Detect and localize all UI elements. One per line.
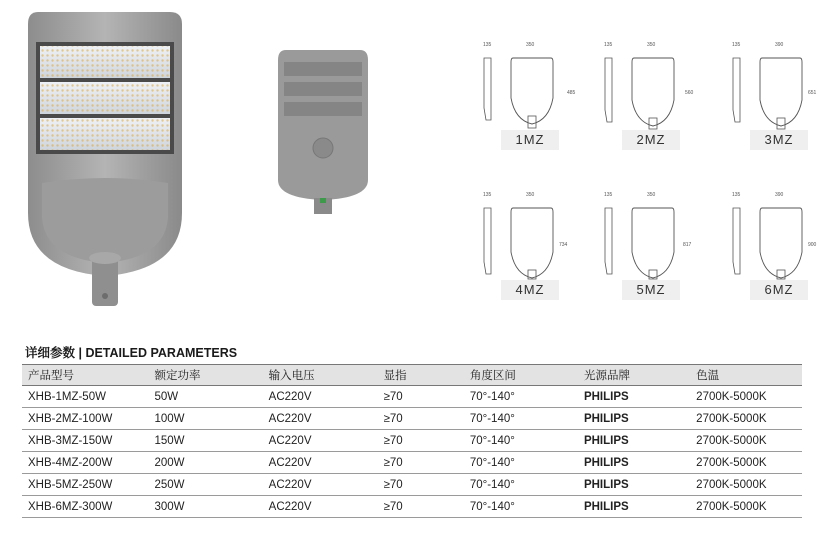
height-label: 560	[685, 90, 694, 96]
model-label: 4MZ	[501, 280, 559, 300]
cell-power: 50W	[148, 386, 262, 408]
model-drawing-4mz	[479, 188, 579, 298]
cell-cri: ≥70	[378, 408, 464, 430]
height-label: 651	[808, 90, 817, 96]
model-drawing-1mz	[479, 38, 579, 148]
cell-brand: PHILIPS	[578, 474, 690, 496]
cell-model: XHB-3MZ-150W	[22, 430, 148, 452]
cell-power: 200W	[148, 452, 262, 474]
cell-model: XHB-6MZ-300W	[22, 496, 148, 518]
dimension-drawing	[479, 38, 579, 130]
dimension-drawing	[600, 188, 700, 280]
cell-cri: ≥70	[378, 496, 464, 518]
width-label: 350	[526, 42, 535, 48]
model-drawing-6mz	[728, 188, 820, 298]
cell-voltage: AC220V	[263, 408, 378, 430]
cell-angle: 70°-140°	[464, 430, 578, 452]
model-label: 3MZ	[750, 130, 808, 150]
model-label: 2MZ	[622, 130, 680, 150]
cell-angle: 70°-140°	[464, 452, 578, 474]
model-drawing-3mz	[728, 38, 820, 148]
width-label: 350	[647, 42, 656, 48]
cell-brand: PHILIPS	[578, 386, 690, 408]
width-label: 390	[775, 42, 784, 48]
cell-cct: 2700K-5000K	[690, 496, 802, 518]
cell-brand: PHILIPS	[578, 408, 690, 430]
header-voltage: 输入电压	[263, 365, 378, 386]
section-title: 详细参数 | DETAILED PARAMETERS	[25, 346, 238, 360]
depth-label: 135	[604, 192, 613, 198]
cell-model: XHB-1MZ-50W	[22, 386, 148, 408]
model-label: 5MZ	[622, 280, 680, 300]
street-light-front-image	[20, 8, 190, 313]
cell-angle: 70°-140°	[464, 474, 578, 496]
cell-model: XHB-5MZ-250W	[22, 474, 148, 496]
dimension-drawing	[600, 38, 700, 130]
header-brand: 光源品牌	[578, 365, 690, 386]
cell-cct: 2700K-5000K	[690, 408, 802, 430]
header-model: 产品型号	[22, 365, 148, 386]
depth-label: 135	[604, 42, 613, 48]
header-cct: 色温	[690, 365, 802, 386]
cell-power: 300W	[148, 496, 262, 518]
cell-cct: 2700K-5000K	[690, 430, 802, 452]
cell-cct: 2700K-5000K	[690, 474, 802, 496]
cell-model: XHB-2MZ-100W	[22, 408, 148, 430]
depth-label: 135	[732, 192, 741, 198]
cell-cri: ≥70	[378, 386, 464, 408]
cell-cct: 2700K-5000K	[690, 386, 802, 408]
table-row	[22, 430, 802, 452]
cell-angle: 70°-140°	[464, 496, 578, 518]
cell-voltage: AC220V	[263, 386, 378, 408]
street-light-back-image	[276, 48, 370, 218]
table-row	[22, 496, 802, 518]
model-drawing-2mz	[600, 38, 700, 148]
cell-power: 150W	[148, 430, 262, 452]
model-label: 6MZ	[750, 280, 808, 300]
width-label: 350	[647, 192, 656, 198]
cell-voltage: AC220V	[263, 452, 378, 474]
table-row	[22, 474, 802, 496]
height-label: 817	[683, 242, 692, 248]
cell-cct: 2700K-5000K	[690, 452, 802, 474]
cell-cri: ≥70	[378, 452, 464, 474]
dimension-drawing	[728, 188, 820, 280]
header-power: 额定功率	[148, 365, 262, 386]
cell-power: 250W	[148, 474, 262, 496]
cell-model: XHB-4MZ-200W	[22, 452, 148, 474]
cell-power: 100W	[148, 408, 262, 430]
table-row	[22, 386, 802, 408]
cell-brand: PHILIPS	[578, 430, 690, 452]
width-label: 390	[775, 192, 784, 198]
height-label: 734	[559, 242, 568, 248]
cell-cri: ≥70	[378, 430, 464, 452]
header-angle: 角度区间	[464, 365, 578, 386]
depth-label: 135	[732, 42, 741, 48]
header-cri: 显指	[378, 365, 464, 386]
dimension-drawing	[479, 188, 579, 280]
parameters-table	[22, 364, 802, 518]
table-row	[22, 408, 802, 430]
cell-cri: ≥70	[378, 474, 464, 496]
height-label: 900	[808, 242, 817, 248]
cell-voltage: AC220V	[263, 474, 378, 496]
dimension-drawing	[728, 38, 820, 130]
cell-angle: 70°-140°	[464, 408, 578, 430]
cell-angle: 70°-140°	[464, 386, 578, 408]
model-label: 1MZ	[501, 130, 559, 150]
model-drawing-5mz	[600, 188, 700, 298]
table-row	[22, 452, 802, 474]
height-label: 485	[567, 90, 576, 96]
depth-label: 135	[483, 42, 492, 48]
cell-voltage: AC220V	[263, 430, 378, 452]
table-header-row	[22, 365, 802, 386]
cell-brand: PHILIPS	[578, 452, 690, 474]
width-label: 350	[526, 192, 535, 198]
cell-voltage: AC220V	[263, 496, 378, 518]
cell-brand: PHILIPS	[578, 496, 690, 518]
depth-label: 135	[483, 192, 492, 198]
